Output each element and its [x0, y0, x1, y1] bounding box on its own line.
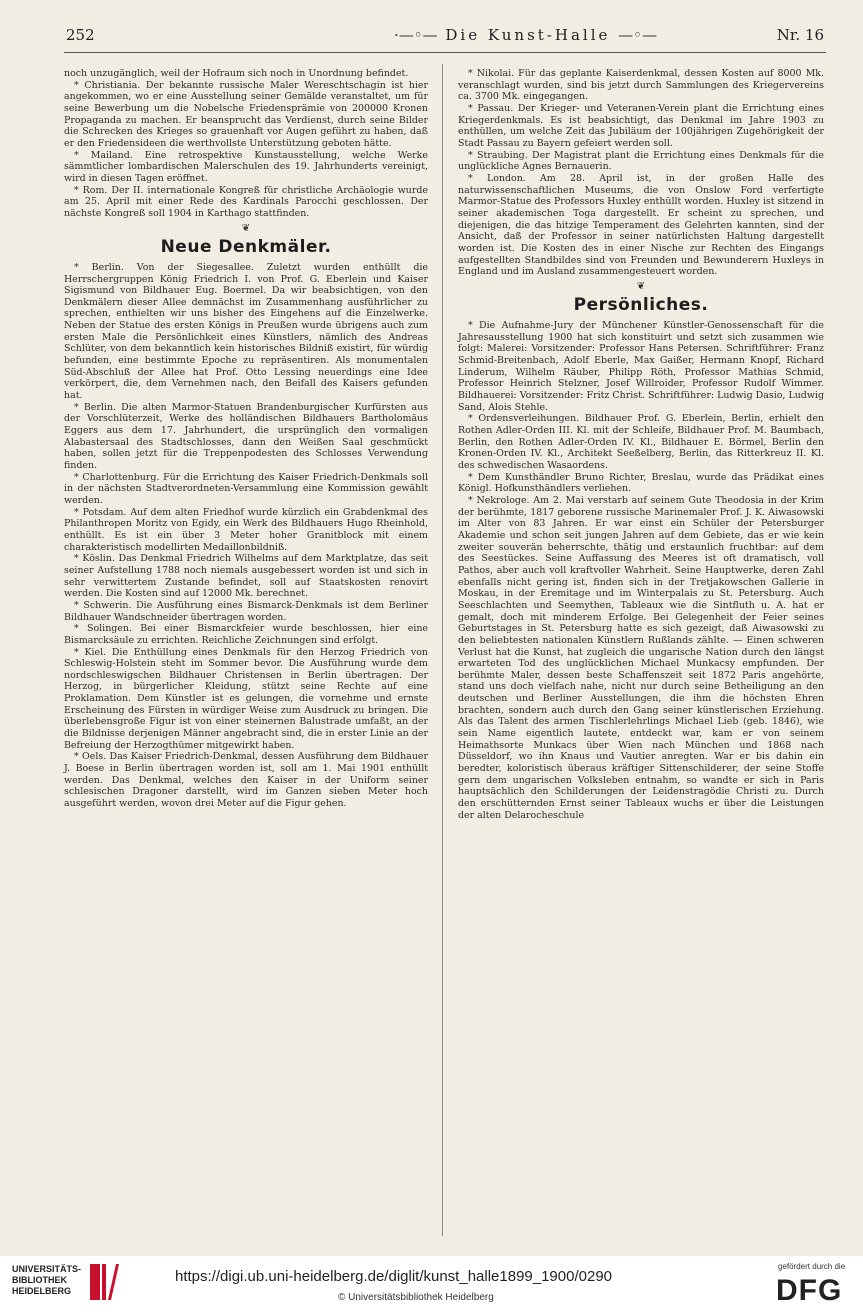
- paragraph: * Kiel. Die Enthüllung eines Denkmals für den Herzog Friedrich von Schleswig-Holstein steht im Sommer bevor. Die Ausführung wurde dem nordschleswigschen Bildhauer Christensen in Berlin übertragen. Der Herzog, in bürgerlicher Kleidung, stützt seine Rechte auf eine Proklamation. Dem Künstler ist es gelungen, die vornehme und ernste Erscheinung des Fürsten in würdiger Weise zum Ausdruck zu bringen. Die überlebensgroße Figur ist von einer steinernen Balustrade umfaßt, an der die Bildnisse derjenigen Männer angebracht sind, die in erster Linie an der Befreiung der Herzogthümer mitgewirkt haben.: [64, 646, 428, 751]
- issue-number: Nr. 16: [776, 26, 824, 44]
- paragraph: * Oels. Das Kaiser Friedrich-Denkmal, dessen Ausführung dem Bildhauer J. Boese in Berlin übertragen worden ist, soll am 1. Mai 1901 enthüllt werden. Das Denkmal, welches den Kaiser in der Uniform seiner schlesischen Dragoner darstellt, wird im Ganzen sieben Meter hoch ausgeführt werden, wovon drei Meter auf die Figur gehen.: [64, 751, 428, 810]
- library-name-line1: UNIVERSITÄTS-: [12, 1264, 82, 1274]
- journal-title-text: Die Kunst-Halle: [445, 26, 611, 44]
- page-number: 252: [66, 26, 95, 44]
- paragraph: * London. Am 28. April ist, in der großen Halle des naturwissenschaftlichen Museums, die von Onslow Ford verfertigte Marmor-Statue des Professors Huxley enthüllt worden. Huxley ist sitzend in seiner akademischen Toga dargestellt. Er scheint zu sprechen, und diejenigen, die das hitzige Temperament des Gelehrten kannten, sind der Ansicht, daß der Professor in seiner natürlichsten Haltung dargestellt worden ist. Die Kosten des in einer Nische zur Rechten des Eingangs aufgestellten Standbildes sind von Freunden und Bewunderern Huxleys in England und im Ausland zusammengesteuert worden.: [458, 172, 824, 278]
- left-column: [64, 68, 428, 810]
- paragraph: * Nikolai. Für das geplante Kaiserdenkmal, dessen Kosten auf 8000 Mk. veranschlagt wurden, sind bis jetzt durch Sammlungen des Kriegervereins ca. 3700 Mk. eingegangen.: [458, 68, 824, 103]
- paragraph: * Christiania. Der bekannte russische Maler Wereschtschagin ist hier angekommen, wo er eine Ausstellung seiner Gemälde veranstaltet, um für seine Bewerbung um die Nobelsche Friedensprämie von 200000 Kronen Propaganda zu machen. Er beansprucht das Verdienst, durch seine Bilder die Schrecken des Krieges so grauenhaft vor Augen geführt zu haben, daß er den Friedensideen die werthvollste Unterstützung geboten hätte.: [64, 79, 428, 149]
- paragraph: * Schwerin. Die Ausführung eines Bismarck-Denkmals ist dem Berliner Bildhauer Wandschneider übertragen worden.: [64, 599, 428, 623]
- paragraph: noch unzugänglich, weil der Hofraum sich noch in Unordnung befindet.: [64, 68, 409, 79]
- ornament-icon: ❦: [636, 280, 646, 292]
- funding-label: gefördert durch die: [778, 1262, 846, 1271]
- paragraph: * Nekrologe. Am 2. Mai verstarb auf seinem Gute Theodosia in der Krim der berühmte, 1817 geborene russische Marinemaler Prof. J. K. Aiwasowski im Alter von 83 Jahren. Er war einst ein Schüler der Petersburger Akademie und schon seit jungen Jahren auf dem Gebiete, das er wie kein zweiter souverän beherrschte, thätig und erstaunlich fruchtbar: auf dem des Seestückes. Seine Auffassung des Meeres ist oft dramatisch, voll Pathos, aber auch voll kraftvoller Wahrheit. Seine Hauptwerke, deren Zahl ebenfalls nicht gering ist, finden sich in der Tretjakowschen Gallerie in Moskau, in der Eremitage und im Winterpalais zu St. Petersburg. Auch Seeschlachten und Seemythen, Tableaux wie die Sintfluth u. A. hat er gemalt, doch mit minderem Erfolge. Bei Gelegenheit der Feier seines Geburtstages in St. Petersburg hatte es sich gezeigt, daß Aiwasowski zu den beliebtesten nationalen Künstlern Rußlands zählte. — Einen schweren Verlust hat die Kunst, hat zugleich die ungarische Nation durch den längst erwarteten Tod des unglücklichen Michael Munkacsy empfunden. Der berühmte Maler, dessen beste Schaffenszeit seit 1872 Paris angehörte, stand uns doch vielfach nahe, nicht nur durch seine Betheiligung an den deutschen und Berliner Ausstellungen, die ihm die höchsten Ehren brachten, sondern auch durch den Gang seiner künstlerischen Erziehung. Als das Talent des armen Tischlerlehrlings Michael Lieb (geb. 1846), wie sein Name eigentlich lautete, entdeckt war, kam er von seinem Heimathsorte Munkacs über Wien nach München und 1868 nach Düsseldorf, wo ihn Knaus und Vautier anregten. War er bis dahin ein beredter, koloristisch überaus kräftiger Sittenschilderer, der seine Stoffe gern dem ungarischen Volksleben entnahm, so wandte er sich in Paris hauptsächlich den Schilderungen der Leidenstragödie Christi zu. Durch den erschütternden Ernst seiner Tableaux wuchs er über die Leistungen der alten Delarocheschule: [458, 494, 824, 821]
- paragraph: * Solingen. Bei einer Bismarckfeier wurde beschlossen, hier eine Bismarcksäule zu errichten. Reichliche Zeichnungen sind erfolgt.: [64, 623, 428, 646]
- library-emblem-icon: [88, 1260, 120, 1304]
- footer-bar: [0, 1256, 863, 1316]
- library-name-line3: HEIDELBERG: [12, 1286, 72, 1296]
- paragraph: * Berlin. Die alten Marmor-Statuen Brandenburgischer Kurfürsten aus der Vorschlüterzeit, Werke des holländischen Bildhauers Bartholomäus Eggers aus dem 17. Jahrhundert, die ursprünglich den vormaligen Alabastersaal des Stadtschlosses, dann den Weißen Saal geschmückt haben, sollen jetzt für die Treppenpodesten des Schlosses Verwendung finden.: [64, 401, 428, 471]
- section-heading-persoenliches: Persönliches.: [573, 295, 709, 316]
- copyright-notice: © Universitätsbibliothek Heidelberg: [338, 1292, 494, 1303]
- paragraph: * Mailand. Eine retrospektive Kunstausstellung, welche Werke sämmtlicher lombardischen Malerschulen des 19. Jahrhunderts vereinigt, wird in diesen Tagen eröffnet.: [64, 149, 428, 184]
- paragraph: * Dem Kunsthändler Bruno Richter, Breslau, wurde das Prädikat eines Königl. Hofkunsthändlers verliehen.: [458, 471, 824, 495]
- permalink-url[interactable]: https://digi.ub.uni-heidelberg.de/diglit/kunst_halle1899_1900/0290: [175, 1268, 612, 1285]
- page-header: [64, 26, 824, 50]
- paragraph: * Rom. Der II. internationale Kongreß für christliche Archäologie wurde am 25. April mit einer Rede des Kardinals Parocchi geschlossen. Der nächste Kongreß soll 1904 in Karthago stattfinden.: [64, 184, 428, 219]
- paragraph: * Potsdam. Auf dem alten Friedhof wurde kürzlich ein Grabdenkmal des Philanthropen Moritz von Egidy, ein Werk des Bildhauers Hugo Rheinhold, enthüllt. Es ist ein über 3 Meter hoher Granitblock mit einem charakteristisch modellirten Medaillonbildniß.: [64, 506, 428, 553]
- paragraph: * Die Aufnahme-Jury der Münchener Künstler-Genossenschaft für die Jahresausstellung 1900 hat sich konstituirt und setzt sich zusammen wie folgt: Malerei: Vorsitzender: Professor Hans Petersen. Schriftführer: Franz Schmid-Breitenbach, Adolf Eberle, Max Gaißer, Hermann Knopf, Richard Linderum, Wilhelm Räuber, Philipp Röth, Professor Mathias Schmid, Professor Heinrich Stelzner, Josef Willroider, Professor Rudolf Wimmer. Bildhauerei: Vorsitzender: Fritz Christ. Schriftführer: Ludwig Dasio, Ludwig Sand, Alois Stehle.: [458, 320, 824, 413]
- paragraph: * Köslin. Das Denkmal Friedrich Wilhelms auf dem Marktplatze, das seit seiner Aufstellung 1788 noch niemals ausgebessert worden ist und sich in sehr verwittertem Zustande befindet, soll auf Staatskosten renovirt werden. Die Kosten sind auf 12000 Mk. berechnet.: [64, 553, 428, 600]
- ornament-icon: ❦: [241, 222, 251, 234]
- dfg-logo: DFG: [776, 1274, 843, 1307]
- paragraph: * Ordensverleihungen. Bildhauer Prof. G. Eberlein, Berlin, erhielt den Rothen Adler-Orden III. Kl. mit der Schleife, Bildhauer Prof. M. Baumbach, Berlin, den Rothen Adler-Orden IV. Kl., Bildhauer E. Börmel, Berlin den Kronen-Orden IV. Kl., Architekt Seeßelberg, Berlin, das Ritterkreuz II. Kl. des schwedischen Wasaordens.: [458, 413, 824, 471]
- header-rule: [64, 52, 826, 53]
- paragraph: * Straubing. Der Magistrat plant die Errichtung eines Denkmals für die unglückliche Agnes Bernauerin.: [458, 149, 824, 173]
- paragraph: * Passau. Der Krieger- und Veteranen-Verein plant die Errichtung eines Kriegerdenkmals. Es ist beabsichtigt, das Denkmal im Jahre 1903 zu enthüllen, um welche Zeit das Jubiläum der 100jährigen Zugehörigkeit der Stadt Passau zu Bayern gefeiert werden soll.: [458, 102, 824, 149]
- paragraph: * Berlin. Von der Siegesallee. Zuletzt wurden enthüllt die Herrschergruppen König Friedrich I. von Prof. G. Eberlein und Kaiser Sigismund von Bildhauer Eug. Boermel. Da wir beabsichtigen, von den Denkmälern dieser Allee demnächst im Zusammenhang ausführlicher zu sprechen, enthielten wir uns bisher des Eingehens auf die Einzelwerke. Neben der Statue des ersten Königs in Preußen wurde übrigens auch zum ersten Male die Persönlichkeit eines Künstlers, nämlich des Andreas Schlüter, von dem bekanntlich kein historisches Bildniß existirt, für würdig befunden, eine bestimmte Epoche zu repräsentiren. Als monumentalen Süd-Abschluß der Allee hat Prof. Otto Lessing neuerdings eine Idee verkörpert, die, dem Vernehmen nach, den Beifall des Kaisers gefunden hat.: [64, 261, 428, 402]
- section-heading-neue-denkmaeler: Neue Denkmäler.: [160, 237, 332, 258]
- journal-title: ·—◦— Die Kunst-Halle —◦—: [394, 26, 658, 44]
- right-column: [458, 68, 824, 821]
- column-rule: [442, 64, 443, 1236]
- paragraph: * Charlottenburg. Für die Errichtung des Kaiser Friedrich-Denkmals soll in der nächsten Stadtverordneten-Versammlung eine Kommission gewählt werden.: [64, 471, 428, 506]
- library-name-line2: BIBLIOTHEK: [12, 1275, 67, 1285]
